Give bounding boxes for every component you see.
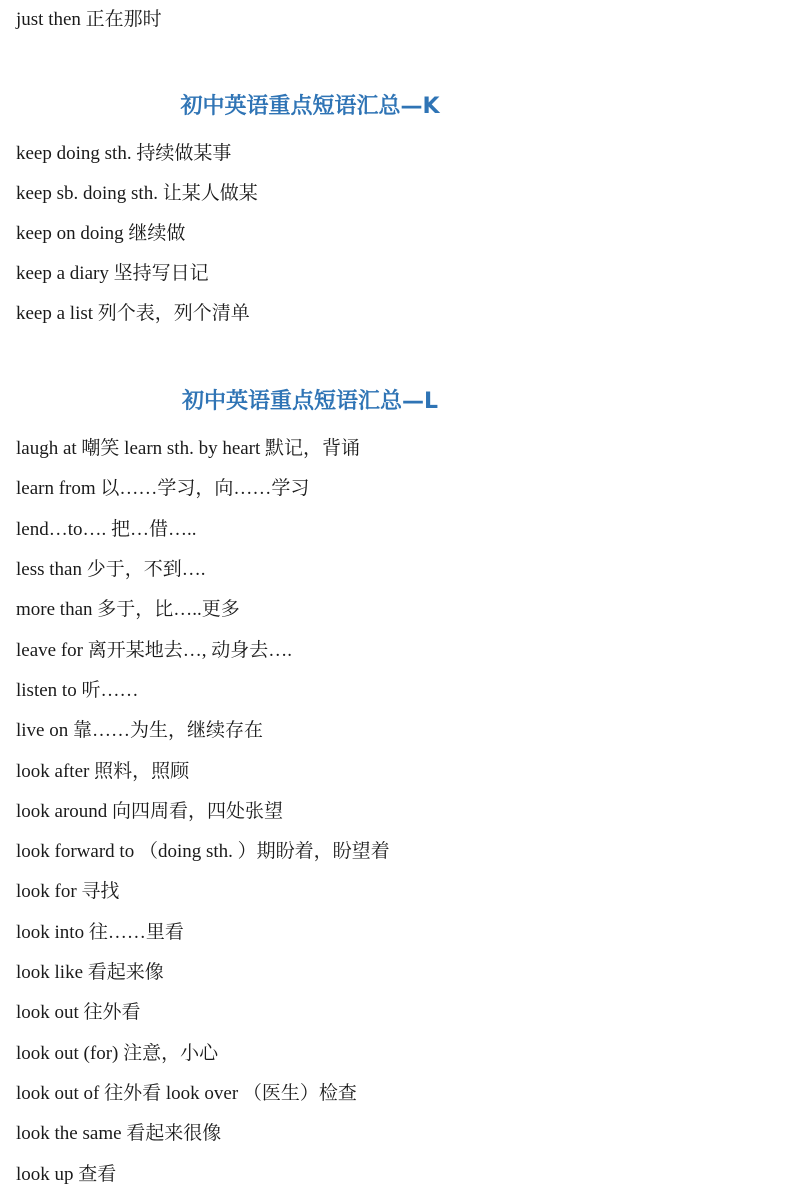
phrase-line: laugh at 嘲笑 learn sth. by heart 默记，背诵 (16, 438, 361, 459)
phrase-line: live on 靠……为生，继续存在 (16, 720, 263, 741)
phrase-line: learn from 以……学习，向……学习 (16, 478, 310, 499)
phrase-line: look up 查看 (16, 1164, 117, 1185)
phrase-line: look out 往外看 (16, 1002, 141, 1023)
phrase-line: lend…to…. 把…借….. (16, 519, 197, 540)
section-heading-l: 初中英语重点短语汇总—L (181, 389, 439, 414)
section-heading-k: 初中英语重点短语汇总—K (180, 94, 440, 119)
phrase-line: keep a list 列个表，列个清单 (16, 303, 250, 324)
phrase-line: look around 向四周看，四处张望 (16, 801, 284, 822)
phrase-line: keep a diary 坚持写日记 (16, 263, 209, 284)
phrase-line: keep doing sth. 持续做某事 (16, 143, 232, 164)
phrase-line: look the same 看起来很像 (16, 1123, 222, 1144)
phrase-line: keep sb. doing sth. 让某人做某 (16, 183, 258, 204)
phrase-line: look into 往……里看 (16, 922, 184, 943)
phrase-line: look out (for) 注意，小心 (16, 1043, 219, 1064)
phrase-line: look like 看起来像 (16, 962, 164, 983)
phrase-line: listen to 听…… (16, 680, 139, 701)
phrase-line: less than 少于，不到…. (16, 559, 206, 580)
phrase-line: leave for 离开某地去…, 动身去…. (16, 640, 292, 661)
phrase-line: look for 寻找 (16, 881, 120, 902)
phrase-line: look after 照料，照顾 (16, 761, 190, 782)
phrase-line: just then 正在那时 (16, 9, 162, 30)
phrase-line: look forward to （doing sth. ）期盼着，盼望着 (16, 841, 390, 862)
phrase-line: keep on doing 继续做 (16, 223, 186, 244)
phrase-line: more than 多于，比…..更多 (16, 599, 240, 620)
phrase-line: look out of 往外看 look over （医生）检查 (16, 1083, 357, 1104)
